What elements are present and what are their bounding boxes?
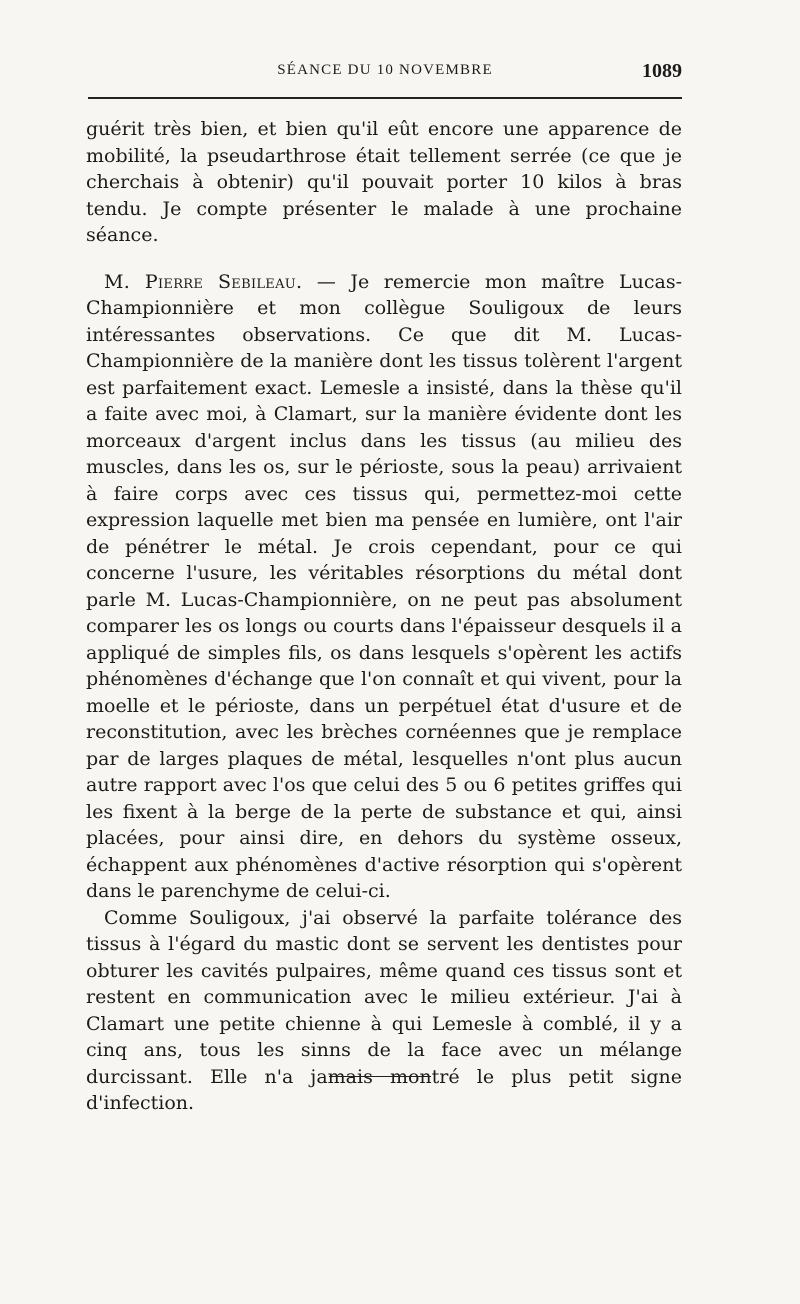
body-text — [86, 116, 682, 1117]
paragraph-continuation: guérit très bien, et bien qu'il eût encore une apparence de mobilité, la pseudarthrose était tellement serrée (ce que je cherchais à obtenir) qu'il pouvait porter 10 kilos à bras tendu. Je compte présenter le malade à une prochaine séance. — [86, 118, 682, 246]
section-end-rule — [329, 1076, 431, 1077]
paragraph-sebileau — [86, 269, 682, 905]
page-number: 1089 — [642, 60, 682, 82]
paragraph-sebileau-text: — Je remercie mon maître Lucas-Championnière et mon collègue Souligoux de leurs intéressantes observations. Ce que dit M. Lucas-Championnière de la manière dont les tissus tolèrent l'argent est parfaitement exact. Lemesle a insisté, dans la thèse qu'il a faite avec moi, à Clamart, sur la manière évidente dont les morceaux d'argent inclus dans les tissus (au milieu des muscles, dans les os, sur le périoste, sous la peau) arrivaient à faire corps avec ces tissus qui, permettez-moi cette expression laquelle met bien ma pensée en lumière, ont l'air de pénétrer le métal. Je crois cependant, pour ce qui concerne l'usure, les véritables résorptions du métal dont parle M. Lucas-Championnière, on ne peut pas absolument comparer les os longs ou courts dans l'épaisseur desquels il a appliqué de simples fils, os dans lesquels s'opèrent les actifs phénomènes d'échange que l'on connaît et qui vivent, pour la moelle et le périoste, dans un perpétuel état d'usure et de reconstitution, avec les brèches cornéennes que je remplace par de larges plaques de métal, lesquelles n'ont plus aucun autre rapport avec l'os que celui des 5 ou 6 petites griffes qui les fixent à la berge de la perte de substance et qui, ainsi placées, pour ainsi dire, en dehors du système osseux, échappent aux phénomènes d'active résorption qui s'opèrent dans le parenchyme de celui-ci. — [86, 270, 682, 902]
page-header — [88, 60, 682, 86]
header-rule — [88, 97, 682, 99]
speaker-name: M. Pierre Sebileau. — [104, 270, 303, 293]
running-head: SÉANCE DU 10 NOVEMBRE — [277, 62, 493, 78]
paragraph-souligoux: Comme Souligoux, j'ai observé la parfaite tolérance des tissus à l'égard du mastic dont se servent les dentistes pour obturer les cavités pulpaires, même quand ces tissus sont et restent en communication avec le milieu extérieur. J'ai à Clamart une petite chienne à qui Lemesle à comblé, il y a cinq ans, tous les sinns de la face avec un mélange durcissant. Elle n'a jamais montré le plus petit signe d'infection. — [86, 906, 682, 1114]
